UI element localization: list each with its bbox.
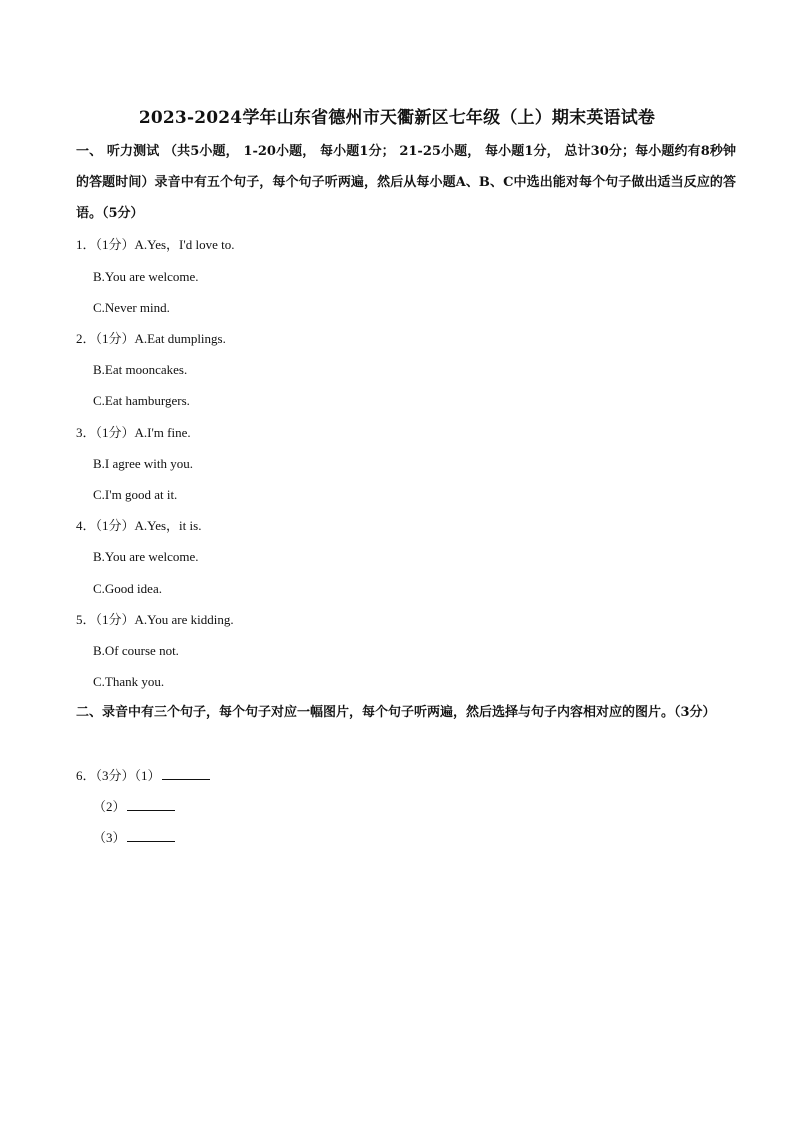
question-2-option-b: B.Eat mooncakes. — [93, 362, 188, 377]
question-6-stem-text: 6．（3分）（1） — [76, 768, 161, 783]
question-6-item-3-label: （3） — [93, 830, 126, 845]
question-3-stem: 3．（1分）A.I'm fine. — [76, 425, 191, 440]
section-1-heading: 一、 听力测试 （共5小题， 1-20小题， 每小题1分； 21-25小题， 每小题1分， 总计30分；每小题约有8秒钟的答题时间）录音中有五个句子，每个句子听两遍，然后从每小题A、B、C中选出能对每个句子做出适当反应的答语。（5分） — [76, 144, 736, 221]
question-6-item-3 — [93, 828, 175, 848]
question-4-option-c: C.Good idea. — [93, 581, 162, 596]
question-3-option-c: C.I'm good at it. — [93, 487, 178, 502]
question-3-option-b: B.I agree with you. — [93, 456, 194, 471]
question-1-option-c: C.Never mind. — [93, 300, 170, 315]
question-1-stem: 1．（1分）A.Yes，I'd love to. — [76, 237, 235, 252]
question-6-item-2-label: （2） — [93, 799, 126, 814]
answer-blank-2[interactable] — [127, 798, 175, 811]
section-2-heading: 二、录音中有三个句子，每个句子对应一幅图片，每个句子听两遍，然后选择与句子内容相对应的图片。（3分） — [76, 705, 716, 720]
question-5-stem: 5．（1分）A.You are kidding. — [76, 612, 234, 627]
question-4-option-b: B.You are welcome. — [93, 549, 199, 564]
question-5-option-b: B.Of course not. — [93, 643, 179, 658]
answer-blank-1[interactable] — [162, 767, 210, 780]
page-title: 2023-2024学年山东省德州市天衢新区七年级（上）期末英语试卷 — [138, 108, 656, 128]
question-4-stem: 4．（1分）A.Yes，it is. — [76, 518, 202, 533]
question-5-option-c: C.Thank you. — [93, 674, 165, 689]
answer-blank-3[interactable] — [127, 829, 175, 842]
question-2-option-c: C.Eat hamburgers. — [93, 393, 190, 408]
question-6-stem — [76, 766, 210, 786]
question-1-option-b: B.You are welcome. — [93, 269, 199, 284]
question-6-item-2 — [93, 797, 175, 817]
question-2-stem: 2．（1分）A.Eat dumplings. — [76, 331, 226, 346]
